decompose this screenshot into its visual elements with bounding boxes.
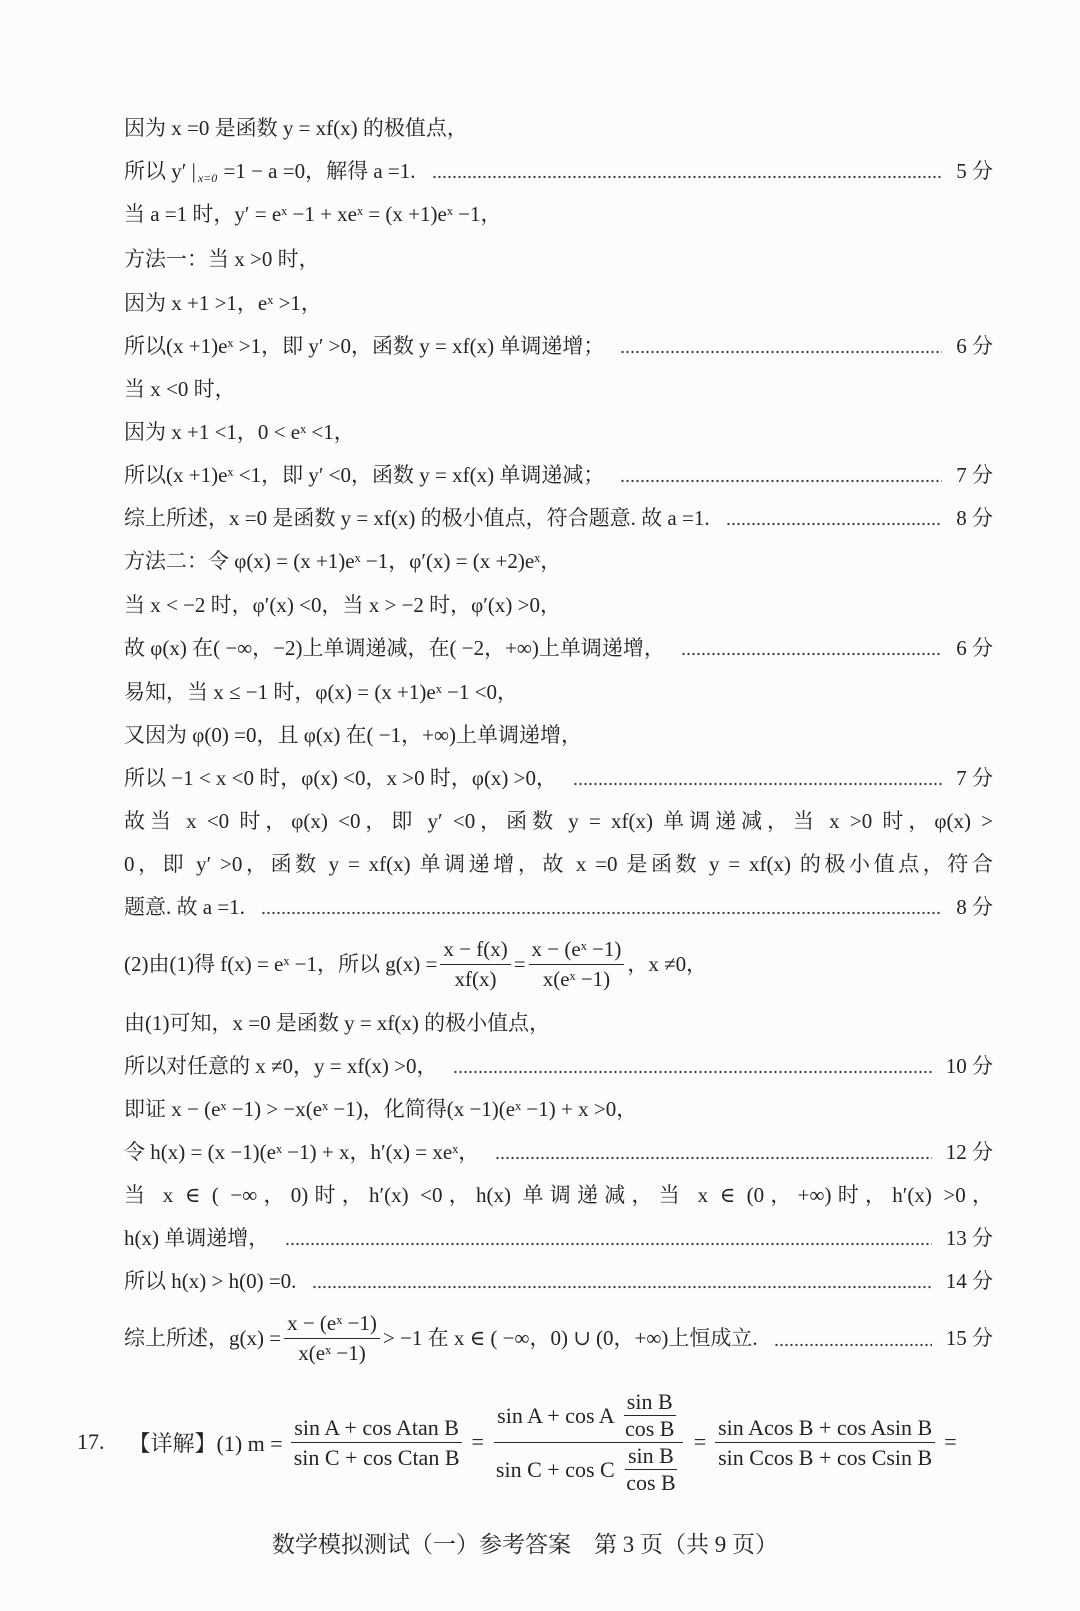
score-label: 8 分: [956, 506, 993, 530]
line-text: 易知，当 x ≤ −1 时，φ(x) = (x +1)eˣ −1 <0，: [124, 680, 518, 704]
line-text: 所以对任意的 x ≠0，y = xf(x) >0，: [124, 1054, 438, 1078]
fraction: [291, 1414, 463, 1471]
fraction-denominator: xf(x): [454, 966, 497, 991]
solution-line: [124, 1136, 993, 1168]
score-label: 13 分: [945, 1226, 993, 1250]
fraction-denominator: sin C + cos Ctan B: [293, 1444, 460, 1470]
equals-sign: =: [944, 1429, 957, 1454]
score-label: 6 分: [956, 636, 993, 660]
line-text: 所以(x +1)eˣ <1，即 y′ <0，函数 y = xf(x) 单调递减；: [124, 463, 605, 487]
fraction: [284, 1310, 380, 1367]
solution-line: [124, 416, 993, 448]
denominator-text: sin C + cos C: [495, 1456, 621, 1482]
dot-leader: [495, 1136, 931, 1168]
score-label: 7 分: [956, 766, 993, 790]
solution-line: [124, 632, 993, 664]
question-label: 【详解】(1) m =: [128, 1430, 283, 1456]
score-label: 10 分: [945, 1054, 993, 1078]
fraction-denominator: cos B: [624, 1415, 675, 1441]
line-text: h(x) 单调递增，: [124, 1226, 270, 1250]
fraction-numerator: sin B: [625, 1444, 677, 1470]
fraction-denominator: sin Ccos B + cos Csin B: [718, 1444, 933, 1470]
solution-line: [124, 545, 993, 577]
dot-leader: [285, 1222, 932, 1254]
solution-line-fraction: [124, 1306, 993, 1370]
solution-line: [124, 1007, 993, 1039]
method-two-heading: 方法二：令 φ(x) = (x +1)eˣ −1，φ′(x) = (x +2)eˣ，: [124, 549, 562, 573]
equals-sign: =: [513, 952, 526, 976]
score-label: 7 分: [956, 463, 993, 487]
line-text: 综上所述，g(x) =: [124, 1326, 282, 1350]
solution-line: [124, 155, 993, 187]
line-text: 当 a =1 时，y′ = eˣ −1 + xeˣ = (x +1)eˣ −1，: [124, 202, 502, 226]
solution-line: [124, 1265, 993, 1297]
dot-leader: [312, 1265, 931, 1297]
solution-line: [124, 198, 993, 230]
line-text: 当 x < −2 时，φ′(x) <0，当 x > −2 时，φ′(x) >0，: [124, 593, 561, 617]
dot-leader: [453, 1050, 931, 1082]
fraction: [715, 1414, 935, 1471]
solution-line: [124, 287, 993, 319]
fraction-numerator: [494, 1390, 683, 1443]
fraction-numerator: sin A + cos Atan B: [291, 1414, 462, 1443]
solution-line: [124, 459, 993, 491]
line-text: 即证 x − (eˣ −1) > −x(eˣ −1)，化简得(x −1)(eˣ −1) + x >0，: [124, 1097, 638, 1121]
fraction-denominator: [493, 1443, 685, 1495]
dot-leader: [573, 762, 942, 794]
score-label: 15 分: [945, 1326, 993, 1350]
solution-line: [124, 762, 993, 794]
line-text: 所以 −1 < x <0 时，φ(x) <0，x >0 时，φ(x) >0，: [124, 766, 558, 790]
fraction-numerator: x − (eˣ −1): [529, 936, 625, 965]
dot-leader: [620, 330, 942, 362]
line-text: 由(1)可知，x =0 是函数 y = xf(x) 的极小值点，: [124, 1011, 551, 1035]
dot-leader: [774, 1306, 932, 1370]
inner-fraction: [623, 1444, 679, 1495]
solution-line: [124, 502, 993, 534]
compound-fraction: [493, 1390, 685, 1495]
solution-line-justified: 当 x ∈ ( −∞，0)时，h′(x) <0，h(x) 单调递减，当 x ∈ (0，+∞)时，h′(x) >0，: [124, 1183, 993, 1207]
line-text: 令 h(x) = (x −1)(eˣ −1) + x，h′(x) = xeˣ，: [124, 1140, 480, 1164]
score-label: 6 分: [956, 334, 993, 358]
page-footer: 数学模拟测试（一）参考答案 第 3 页（共 9 页）: [272, 1532, 778, 1557]
fraction: [529, 936, 625, 993]
equals-sign: =: [693, 1429, 707, 1454]
line-text: 因为 x +1 >1，eˣ >1，: [124, 291, 322, 315]
solution-line-justified: 0，即 y′ >0，函数 y = xf(x) 单调递增，故 x =0 是函数 y = xf(x) 的极小值点，符合: [124, 852, 993, 876]
line-text: 因为 x +1 <1，0 < eˣ <1，: [124, 420, 355, 444]
line-text: =1 − a =0，解得 a =1.: [218, 159, 416, 183]
line-text: 题意. 故 a =1.: [124, 895, 245, 919]
solution-line: [124, 112, 993, 144]
dot-leader: [261, 891, 942, 923]
solution-line-fraction: [124, 932, 993, 996]
solution-line: [124, 1050, 993, 1082]
solution-line: [124, 1222, 993, 1254]
line-text: 当 x <0 时，: [124, 377, 236, 401]
fraction-denominator: x(eˣ −1): [542, 966, 611, 991]
line-text: 综上所述，x =0 是函数 y = xf(x) 的极小值点，符合题意. 故 a =1.: [124, 506, 710, 530]
subscript: x=0: [197, 171, 218, 185]
dot-leader: [620, 459, 942, 491]
dot-leader: [432, 155, 943, 187]
line-text: ，x ≠0，: [627, 952, 708, 976]
line-text: 所以 h(x) > h(0) =0.: [124, 1269, 297, 1293]
solution-line: [124, 243, 993, 275]
solution-line: [124, 330, 993, 362]
method-one-heading: 方法一：当 x >0 时，: [124, 247, 320, 271]
line-text: 所以 y′ |: [124, 159, 196, 183]
line-text: 所以(x +1)eˣ >1，即 y′ >0，函数 y = xf(x) 单调递增；: [124, 334, 605, 358]
solution-line: [124, 891, 993, 923]
fraction: [440, 936, 510, 993]
solution-line-justified: 故当 x <0 时，φ(x) <0，即 y′ <0，函数 y = xf(x) 单调递减，当 x >0 时，φ(x) >: [124, 809, 993, 833]
line-text: > −1 在 x ∈ ( −∞，0) ∪ (0，+∞)上恒成立.: [382, 1326, 758, 1350]
score-label: 12 分: [945, 1140, 993, 1164]
fraction-denominator: x(eˣ −1): [298, 1340, 366, 1365]
question-number: 17.: [77, 1429, 105, 1454]
solution-line: [124, 719, 993, 751]
dot-leader: [726, 502, 943, 534]
fraction-numerator: x − (eˣ −1): [284, 1310, 380, 1339]
inner-fraction: [622, 1390, 678, 1441]
part-two-intro: (2)由(1)得 f(x) = eˣ −1，所以 g(x) =: [124, 952, 438, 976]
line-text: 因为 x =0 是函数 y = xf(x) 的极值点，: [124, 116, 468, 140]
equals-sign: =: [471, 1429, 484, 1454]
line-text: 又因为 φ(0) =0，且 φ(x) 在( −1，+∞)上单调递增，: [124, 723, 582, 747]
score-label: 5 分: [956, 159, 993, 183]
question-17-line: [77, 1387, 963, 1497]
line-text: 故 φ(x) 在( −∞，−2)上单调递减，在( −2，+∞)上单调递增，: [124, 636, 665, 660]
solution-line: [124, 676, 993, 708]
fraction-denominator: cos B: [626, 1469, 676, 1495]
fraction-numerator: sin B: [624, 1390, 676, 1416]
solution-line: [124, 1093, 993, 1125]
score-label: 8 分: [956, 895, 993, 919]
score-label: 14 分: [945, 1269, 993, 1293]
solution-line: [124, 589, 993, 621]
dot-leader: [681, 632, 942, 664]
solution-line: [124, 373, 993, 405]
fraction-numerator: x − f(x): [440, 936, 510, 965]
fraction-numerator: sin Acos B + cos Asin B: [715, 1414, 935, 1443]
numerator-text: sin A + cos A: [497, 1402, 619, 1428]
